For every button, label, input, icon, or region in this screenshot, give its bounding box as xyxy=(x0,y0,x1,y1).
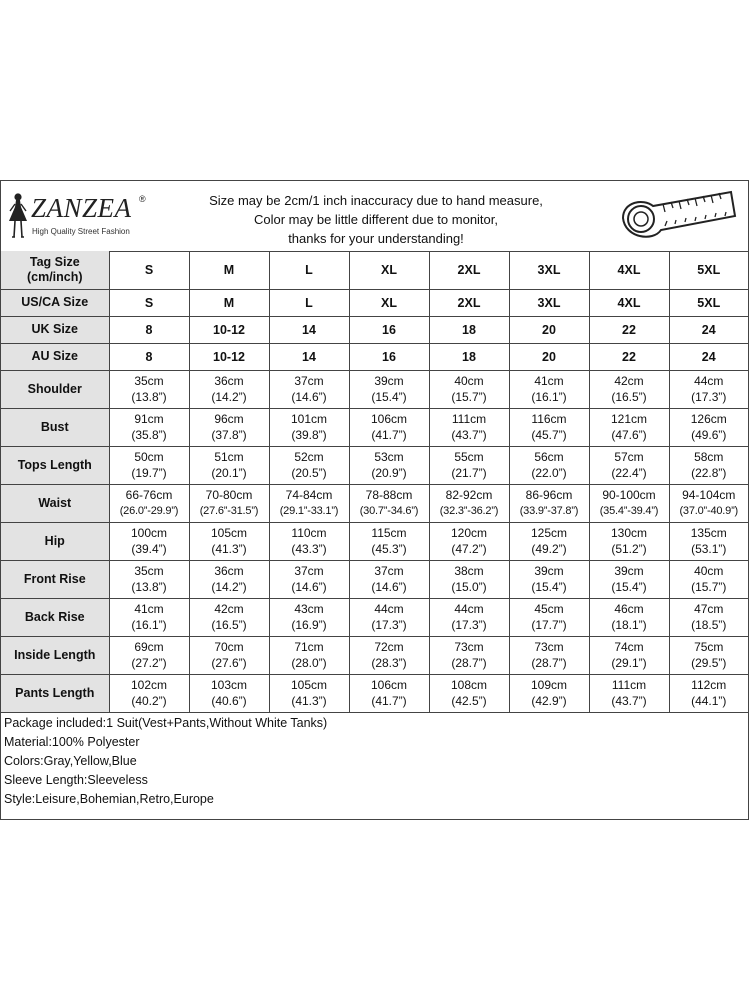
cm-value: 106cm xyxy=(370,412,408,426)
measurement-cell xyxy=(269,674,349,712)
cm-value: 53cm xyxy=(374,450,404,464)
cm-value: 36cm xyxy=(214,374,244,388)
measurement-cell xyxy=(349,636,429,674)
inch-value: (18.1”) xyxy=(611,618,647,632)
cm-value: 112cm xyxy=(691,678,727,692)
measurement-row xyxy=(1,446,748,484)
inch-value: (53.1”) xyxy=(691,542,727,556)
measurement-cell xyxy=(349,446,429,484)
size-value-cell: 4XL xyxy=(589,289,669,316)
cm-value: 105cm xyxy=(210,526,248,540)
sleeve-info: Sleeve Length:Sleeveless xyxy=(4,773,148,787)
measurement-cell xyxy=(189,560,269,598)
size-value-cell: 8 xyxy=(109,343,189,370)
measurement-cell xyxy=(509,560,589,598)
notice-line: Color may be little different due to monitor, xyxy=(254,212,498,227)
inch-value: (47.2”) xyxy=(451,542,487,556)
inch-value: (22.4”) xyxy=(611,466,647,480)
measurement-cell xyxy=(269,484,349,522)
size-value-cell: 18 xyxy=(429,316,509,343)
size-value-cell: S xyxy=(109,289,189,316)
inch-value: (40.2”) xyxy=(131,694,167,708)
measurement-cell xyxy=(669,598,748,636)
size-value-cell: XL xyxy=(349,289,429,316)
measurement-cell xyxy=(589,484,669,522)
measurement-cell xyxy=(349,522,429,560)
measurement-cell xyxy=(189,484,269,522)
inch-value: (21.7”) xyxy=(451,466,487,480)
cm-value: 44cm xyxy=(694,374,724,388)
notice-line: thanks for your understanding! xyxy=(288,231,464,246)
cm-value: 56cm xyxy=(534,450,564,464)
cm-value: 78-88cm xyxy=(365,488,413,502)
measurement-cell xyxy=(509,484,589,522)
cm-value: 120cm xyxy=(450,526,488,540)
inch-value: (15.4”) xyxy=(531,580,567,594)
row-label: Shoulder xyxy=(1,370,109,408)
material-info: Material:100% Polyester xyxy=(4,735,140,749)
style-info: Style:Leisure,Bohemian,Retro,Europe xyxy=(4,792,214,806)
measurement-cell xyxy=(109,674,189,712)
inch-value: (35.8”) xyxy=(131,428,167,442)
inch-value: (15.4”) xyxy=(611,580,647,594)
inch-value: (20.1”) xyxy=(211,466,247,480)
cm-value: 42cm xyxy=(214,602,244,616)
cm-value: 41cm xyxy=(534,374,564,388)
row-label: Inside Length xyxy=(1,636,109,674)
cm-value: 121cm xyxy=(610,412,648,426)
cm-value: 82-92cm xyxy=(445,488,493,502)
measure-notice xyxy=(161,191,591,248)
cm-value: 73cm xyxy=(534,640,564,654)
measurement-cell xyxy=(509,408,589,446)
inch-value: (15.7”) xyxy=(451,390,487,404)
inch-value: (41.7”) xyxy=(371,694,407,708)
inch-value: (27.6”-31.5”) xyxy=(199,505,259,517)
inch-value: (42.9”) xyxy=(531,694,567,708)
measurement-cell xyxy=(269,370,349,408)
measurement-cell xyxy=(349,484,429,522)
measurement-row xyxy=(1,636,748,674)
inch-value: (41.3”) xyxy=(291,694,327,708)
size-value-cell: 20 xyxy=(509,343,589,370)
measurement-cell xyxy=(589,560,669,598)
inch-value: (37.8”) xyxy=(211,428,247,442)
size-header-cell: L xyxy=(269,251,349,289)
cm-value: 72cm xyxy=(374,640,404,654)
inch-value: (14.6”) xyxy=(291,580,327,594)
cm-value: 91cm xyxy=(134,412,164,426)
cm-value: 52cm xyxy=(294,450,324,464)
measurement-cell xyxy=(589,370,669,408)
cm-value: 40cm xyxy=(694,564,724,578)
measurement-cell xyxy=(429,560,509,598)
measurement-cell xyxy=(269,408,349,446)
cm-value: 115cm xyxy=(371,526,407,540)
row-label: AU Size xyxy=(1,343,109,370)
row-label: UK Size xyxy=(1,316,109,343)
size-value-cell: 24 xyxy=(669,343,748,370)
measurement-cell xyxy=(109,408,189,446)
inch-value: (29.1”) xyxy=(611,656,647,670)
inch-value: (32.3”-36.2”) xyxy=(439,505,499,517)
inch-value: (40.6”) xyxy=(211,694,247,708)
inch-value: (26.0”-29.9”) xyxy=(119,505,179,517)
size-value-cell: 16 xyxy=(349,316,429,343)
inch-value: (41.7”) xyxy=(371,428,407,442)
inch-value: (22.0”) xyxy=(531,466,567,480)
inch-value: (15.7”) xyxy=(691,580,727,594)
size-value-cell: 20 xyxy=(509,316,589,343)
measurement-cell xyxy=(589,674,669,712)
inch-value: (30.7”-34.6”) xyxy=(359,505,419,517)
inch-value: (37.0”-40.9”) xyxy=(679,505,739,517)
inch-value: (27.6”) xyxy=(211,656,247,670)
cm-value: 43cm xyxy=(294,602,324,616)
cm-value: 44cm xyxy=(454,602,484,616)
row-label: Waist xyxy=(1,484,109,522)
measurement-cell xyxy=(109,522,189,560)
measurement-cell xyxy=(429,522,509,560)
measurement-cell xyxy=(589,598,669,636)
inch-value: (39.4”) xyxy=(131,542,167,556)
measurement-cell xyxy=(429,446,509,484)
inch-value: (16.5”) xyxy=(211,618,247,632)
inch-value: (13.8”) xyxy=(131,390,167,404)
inch-value: (41.3”) xyxy=(211,542,247,556)
cm-value: 130cm xyxy=(610,526,648,540)
cm-value: 36cm xyxy=(214,564,244,578)
cm-value: 42cm xyxy=(614,374,644,388)
measurement-cell xyxy=(269,560,349,598)
size-value-cell: 14 xyxy=(269,316,349,343)
inch-value: (47.6”) xyxy=(611,428,647,442)
measurement-cell xyxy=(669,674,748,712)
size-value-cell: 22 xyxy=(589,316,669,343)
inch-value: (29.5”) xyxy=(691,656,727,670)
size-value-cell: 10-12 xyxy=(189,343,269,370)
inch-value: (28.7”) xyxy=(531,656,567,670)
cm-value: 38cm xyxy=(454,564,484,578)
row-label: Back Rise xyxy=(1,598,109,636)
inch-value: (17.3”) xyxy=(451,618,487,632)
measurement-cell xyxy=(189,636,269,674)
measurement-cell xyxy=(509,674,589,712)
tag-size-label-line: Tag Size xyxy=(29,254,80,269)
inch-value: (17.3”) xyxy=(371,618,407,632)
measurement-cell xyxy=(669,484,748,522)
cm-value: 94-104cm xyxy=(682,488,736,502)
cm-value: 41cm xyxy=(134,602,164,616)
tag-size-row xyxy=(1,251,748,289)
measurement-cell xyxy=(269,636,349,674)
inch-value: (15.0”) xyxy=(451,580,487,594)
inch-value: (22.8”) xyxy=(691,466,727,480)
notice-line: Size may be 2cm/1 inch inaccuracy due to hand measure, xyxy=(209,193,543,208)
cm-value: 57cm xyxy=(614,450,644,464)
measurement-cell xyxy=(589,636,669,674)
row-label: Front Rise xyxy=(1,560,109,598)
size-value-cell: M xyxy=(189,289,269,316)
cm-value: 70cm xyxy=(214,640,244,654)
cm-value: 66-76cm xyxy=(125,488,173,502)
cm-value: 35cm xyxy=(134,564,164,578)
inch-value: (17.3”) xyxy=(691,390,727,404)
cm-value: 37cm xyxy=(294,374,324,388)
cm-value: 111cm xyxy=(611,678,647,692)
measurement-cell xyxy=(109,484,189,522)
woman-silhouette-icon xyxy=(5,191,31,241)
measurement-cell xyxy=(429,370,509,408)
inch-value: (49.2”) xyxy=(531,542,567,556)
cm-value: 70-80cm xyxy=(205,488,253,502)
measurement-cell xyxy=(349,370,429,408)
cm-value: 71cm xyxy=(294,640,324,654)
cm-value: 37cm xyxy=(294,564,324,578)
measurement-cell xyxy=(349,408,429,446)
size-table xyxy=(1,251,748,713)
cm-value: 135cm xyxy=(690,526,727,540)
product-details xyxy=(4,714,327,809)
size-header-cell: M xyxy=(189,251,269,289)
inch-value: (27.2”) xyxy=(131,656,167,670)
inch-value: (28.0”) xyxy=(291,656,327,670)
row-label: Pants Length xyxy=(1,674,109,712)
size-value-cell: 16 xyxy=(349,343,429,370)
size-value-cell: 18 xyxy=(429,343,509,370)
cm-value: 39cm xyxy=(614,564,644,578)
cm-value: 69cm xyxy=(134,640,164,654)
cm-value: 51cm xyxy=(214,450,244,464)
cm-value: 108cm xyxy=(450,678,488,692)
size-system-row xyxy=(1,289,748,316)
inch-value: (45.7”) xyxy=(531,428,567,442)
registered-mark: ® xyxy=(139,194,146,204)
inch-value: (20.5”) xyxy=(291,466,327,480)
inch-value: (43.7”) xyxy=(451,428,487,442)
inch-value: (28.3”) xyxy=(371,656,407,670)
measurement-cell xyxy=(429,674,509,712)
measurement-cell xyxy=(349,674,429,712)
measurement-cell xyxy=(509,636,589,674)
cm-value: 50cm xyxy=(134,450,164,464)
measurement-cell xyxy=(669,636,748,674)
measurement-cell xyxy=(509,598,589,636)
measurement-cell xyxy=(509,522,589,560)
inch-value: (14.6”) xyxy=(291,390,327,404)
row-label: Bust xyxy=(1,408,109,446)
measurement-cell xyxy=(669,408,748,446)
measurement-cell xyxy=(589,522,669,560)
cm-value: 111cm xyxy=(451,412,487,426)
cm-value: 44cm xyxy=(374,602,404,616)
inch-value: (16.9”) xyxy=(291,618,327,632)
cm-value: 126cm xyxy=(690,412,727,426)
size-system-row xyxy=(1,316,748,343)
inch-value: (16.5”) xyxy=(611,390,647,404)
inch-value: (43.3”) xyxy=(291,542,327,556)
size-value-cell: 5XL xyxy=(669,289,748,316)
inch-value: (29.1”-33.1”) xyxy=(279,505,339,517)
measurement-row xyxy=(1,560,748,598)
package-info: Package included:1 Suit(Vest+Pants,Without White Tanks) xyxy=(4,716,328,730)
measurement-row xyxy=(1,484,748,522)
inch-value: (42.5”) xyxy=(451,694,487,708)
cm-value: 37cm xyxy=(374,564,404,578)
measurement-cell xyxy=(189,674,269,712)
brand-logo xyxy=(5,191,155,241)
cm-value: 100cm xyxy=(130,526,168,540)
colors-info: Colors:Gray,Yellow,Blue xyxy=(4,754,137,768)
measurement-cell xyxy=(669,560,748,598)
measurement-cell xyxy=(589,446,669,484)
cm-value: 73cm xyxy=(454,640,484,654)
measurement-row xyxy=(1,370,748,408)
cm-value: 40cm xyxy=(454,374,484,388)
size-value-cell: 24 xyxy=(669,316,748,343)
inch-value: (35.4”-39.4”) xyxy=(599,505,659,517)
size-header-cell: XL xyxy=(349,251,429,289)
measurement-cell xyxy=(109,446,189,484)
measurement-cell xyxy=(109,636,189,674)
inch-value: (28.7”) xyxy=(451,656,487,670)
inch-value: (14.2”) xyxy=(211,390,247,404)
cm-value: 106cm xyxy=(370,678,408,692)
inch-value: (33.9”-37.8”) xyxy=(519,505,579,517)
measurement-cell xyxy=(349,598,429,636)
chart-header xyxy=(1,181,748,252)
inch-value: (20.9”) xyxy=(371,466,407,480)
measurement-cell xyxy=(429,484,509,522)
cm-value: 103cm xyxy=(210,678,248,692)
measurement-cell xyxy=(349,560,429,598)
inch-value: (39.8”) xyxy=(291,428,327,442)
cm-value: 90-100cm xyxy=(602,488,656,502)
cm-value: 58cm xyxy=(694,450,724,464)
measurement-row xyxy=(1,598,748,636)
cm-value: 96cm xyxy=(214,412,244,426)
row-label: Tops Length xyxy=(1,446,109,484)
brand-name: ZANZEA xyxy=(31,193,132,223)
inch-value: (51.2”) xyxy=(611,542,647,556)
cm-value: 101cm xyxy=(290,412,328,426)
measurement-cell xyxy=(429,408,509,446)
cm-value: 35cm xyxy=(134,374,164,388)
measurement-cell xyxy=(269,446,349,484)
cm-value: 39cm xyxy=(374,374,404,388)
cm-value: 46cm xyxy=(614,602,644,616)
cm-value: 116cm xyxy=(531,412,567,426)
cm-value: 75cm xyxy=(694,640,724,654)
inch-value: (14.2”) xyxy=(211,580,247,594)
measurement-cell xyxy=(429,636,509,674)
size-header-cell: 3XL xyxy=(509,251,589,289)
size-value-cell: L xyxy=(269,289,349,316)
measurement-cell xyxy=(189,370,269,408)
inch-value: (43.7”) xyxy=(611,694,647,708)
measurement-row xyxy=(1,408,748,446)
measurement-cell xyxy=(589,408,669,446)
inch-value: (14.6”) xyxy=(371,580,407,594)
inch-value: (17.7”) xyxy=(531,618,567,632)
size-value-cell: 2XL xyxy=(429,289,509,316)
brand-tagline: High Quality Street Fashion xyxy=(32,227,130,236)
size-value-cell: 14 xyxy=(269,343,349,370)
cm-value: 74cm xyxy=(614,640,644,654)
measurement-cell xyxy=(109,560,189,598)
inch-value: (18.5”) xyxy=(691,618,727,632)
size-header-cell: 5XL xyxy=(669,251,748,289)
inch-value: (49.6”) xyxy=(691,428,727,442)
measurement-cell xyxy=(509,446,589,484)
inch-value: (19.7”) xyxy=(131,466,167,480)
cm-value: 125cm xyxy=(530,526,568,540)
measurement-cell xyxy=(269,598,349,636)
row-label: US/CA Size xyxy=(1,289,109,316)
measurement-cell xyxy=(669,370,748,408)
cm-value: 102cm xyxy=(130,678,168,692)
size-system-row xyxy=(1,343,748,370)
inch-value: (13.8”) xyxy=(131,580,167,594)
cm-value: 39cm xyxy=(534,564,564,578)
inch-value: (45.3”) xyxy=(371,542,407,556)
inch-value: (16.1”) xyxy=(131,618,167,632)
tag-size-label-line: (cm/inch) xyxy=(26,269,83,284)
inch-value: (15.4”) xyxy=(371,390,407,404)
row-label: Hip xyxy=(1,522,109,560)
measurement-cell xyxy=(189,446,269,484)
measuring-tape-icon xyxy=(613,186,738,246)
cm-value: 110cm xyxy=(291,526,327,540)
cm-value: 74-84cm xyxy=(285,488,333,502)
size-value-cell: 22 xyxy=(589,343,669,370)
size-header-cell: S xyxy=(109,251,189,289)
inch-value: (44.1”) xyxy=(691,694,727,708)
measurement-cell xyxy=(109,598,189,636)
cm-value: 47cm xyxy=(694,602,724,616)
measurement-cell xyxy=(109,370,189,408)
measurement-cell xyxy=(509,370,589,408)
size-value-cell: 3XL xyxy=(509,289,589,316)
measurement-cell xyxy=(189,408,269,446)
measurement-cell xyxy=(669,446,748,484)
cm-value: 109cm xyxy=(530,678,568,692)
size-value-cell: 8 xyxy=(109,316,189,343)
cm-value: 55cm xyxy=(454,450,484,464)
cm-value: 45cm xyxy=(534,602,564,616)
measurement-cell xyxy=(669,522,748,560)
measurement-cell xyxy=(269,522,349,560)
measurement-row xyxy=(1,674,748,712)
cm-value: 105cm xyxy=(290,678,328,692)
measurement-row xyxy=(1,522,748,560)
measurement-cell xyxy=(189,598,269,636)
size-header-cell: 2XL xyxy=(429,251,509,289)
inch-value: (16.1”) xyxy=(531,390,567,404)
size-chart xyxy=(0,180,749,820)
size-header-cell: 4XL xyxy=(589,251,669,289)
cm-value: 86-96cm xyxy=(525,488,573,502)
tag-size-label xyxy=(1,251,109,289)
measurement-cell xyxy=(189,522,269,560)
size-value-cell: 10-12 xyxy=(189,316,269,343)
measurement-cell xyxy=(429,598,509,636)
